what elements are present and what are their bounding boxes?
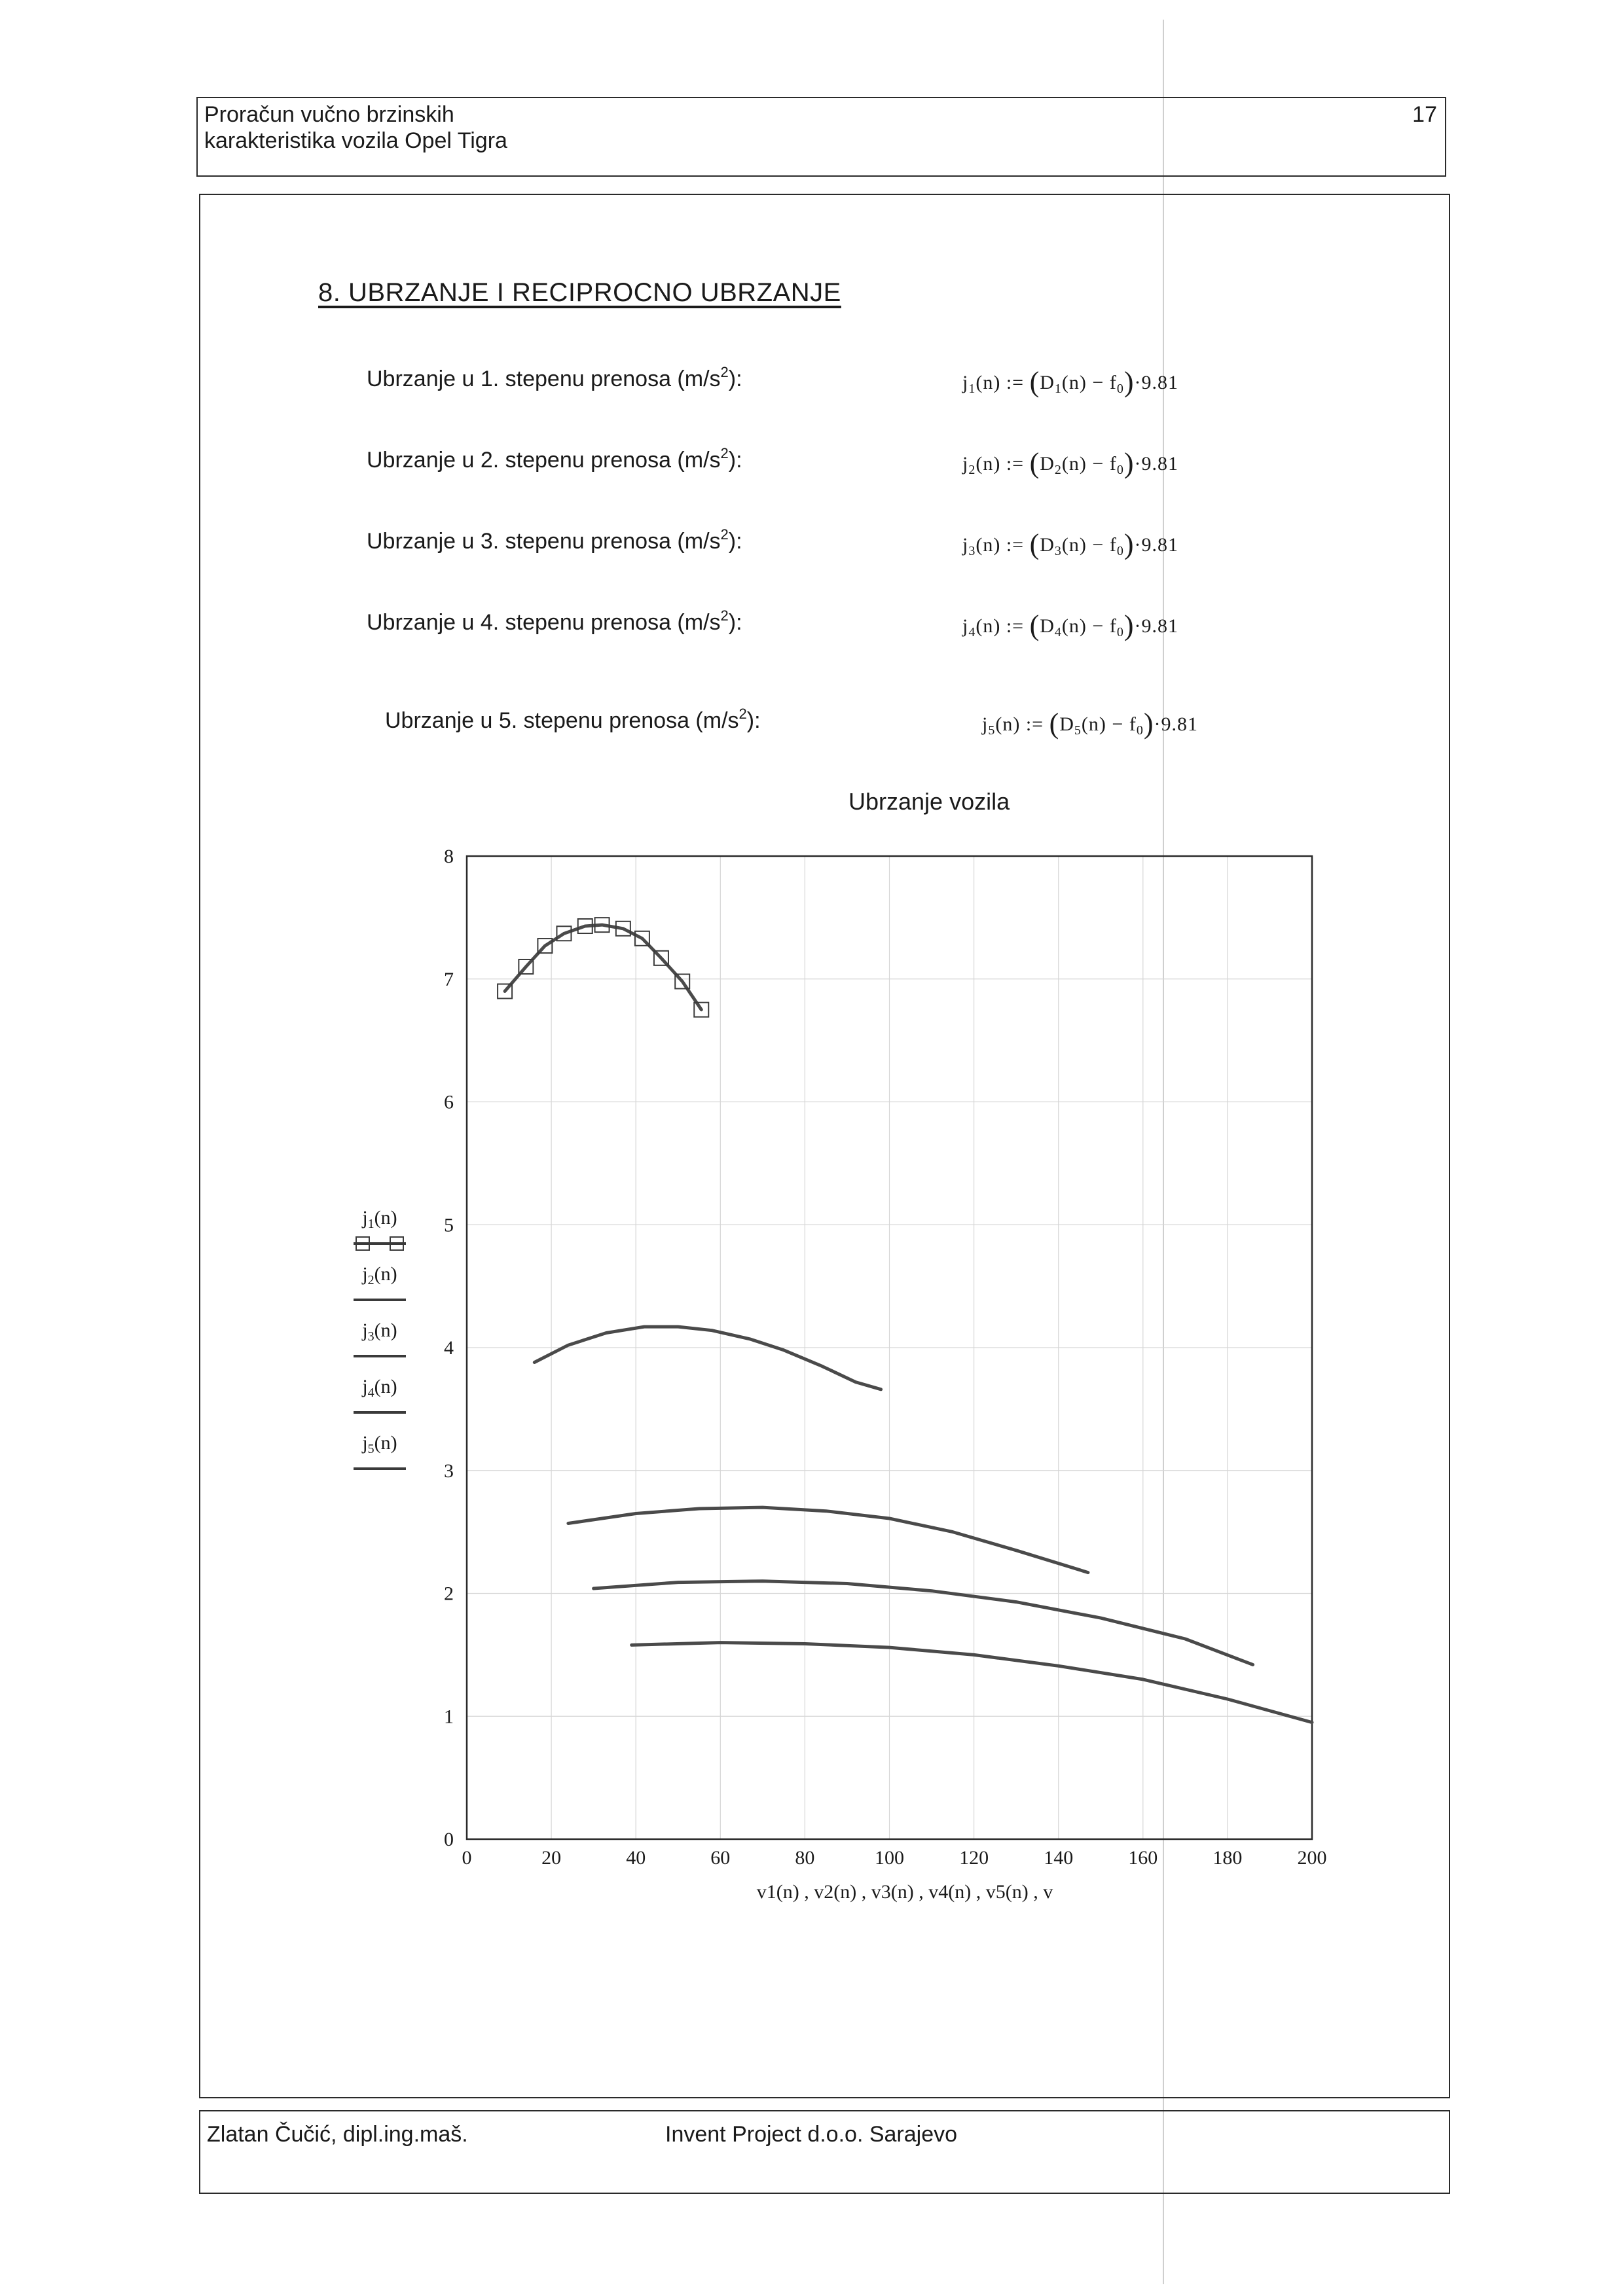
x-tick-label: 20 xyxy=(541,1847,562,1869)
x-axis-label: v1(n) , v2(n) , v3(n) , v4(n) , v5(n) , v xyxy=(756,1881,1053,1903)
header-title-line2: karakteristika vozila Opel Tigra xyxy=(204,128,507,153)
footer-company: Invent Project d.o.o. Sarajevo xyxy=(665,2122,958,2147)
x-tick-label: 180 xyxy=(1213,1847,1243,1869)
gear-row-formula-3: $j_3(n)$ := $(D_3(n) - f_0)\cdot 9.81$ xyxy=(962,528,1178,560)
y-tick-label: 2 xyxy=(444,1583,454,1605)
y-tick-label: 3 xyxy=(444,1460,454,1482)
y-tick-label: 7 xyxy=(444,968,454,990)
series-line-3 xyxy=(568,1507,1088,1573)
legend-label-5: $j_5(n)$ xyxy=(362,1432,397,1456)
header-title-line1: Proračun vučno brzinskih xyxy=(204,102,454,127)
legend-label-1: $j_1(n)$ xyxy=(362,1207,397,1231)
legend-label-3: $j_3(n)$ xyxy=(362,1319,397,1344)
gear-row-formula-4: $j_4(n)$ := $(D_4(n) - f_0)\cdot 9.81$ xyxy=(962,609,1178,641)
y-tick-label: 4 xyxy=(444,1337,454,1359)
y-tick-label: 1 xyxy=(444,1706,454,1728)
gear-row-label-2: Ubrzanje u 2. stepenu prenosa $(m/s^2)$: xyxy=(367,445,742,473)
x-tick-label: 0 xyxy=(462,1847,472,1869)
y-tick-label: 6 xyxy=(444,1091,454,1113)
section-title: 8. UBRZANJE I RECIPROCNO UBRZANJE xyxy=(318,278,841,307)
x-tick-label: 40 xyxy=(626,1847,646,1869)
chart-title: Ubrzanje vozila xyxy=(848,788,1010,815)
series-line-1 xyxy=(505,925,701,1010)
gear-row-label-4: Ubrzanje u 4. stepenu prenosa $(m/s^2)$: xyxy=(367,607,742,635)
series-line-5 xyxy=(632,1643,1312,1723)
x-tick-label: 100 xyxy=(875,1847,904,1869)
footer-author: Zlatan Čučić, dipl.ing.maš. xyxy=(207,2122,468,2147)
y-tick-label: 8 xyxy=(444,846,454,867)
gear-row-formula-2: $j_2(n)$ := $(D_2(n) - f_0)\cdot 9.81$ xyxy=(962,447,1178,479)
footer-box xyxy=(199,2110,1450,2194)
legend-label-4: $j_4(n)$ xyxy=(362,1376,397,1400)
y-tick-label: 5 xyxy=(444,1214,454,1236)
gear-row-label-1: Ubrzanje u 1. stepenu prenosa $(m/s^2)$: xyxy=(367,364,742,391)
gear-row-label-3: Ubrzanje u 3. stepenu prenosa $(m/s^2)$: xyxy=(367,526,742,554)
legend-label-2: $j_2(n)$ xyxy=(362,1263,397,1287)
page-number: 17 xyxy=(1412,102,1437,127)
gear-row-label-5: Ubrzanje u 5. stepenu prenosa $(m/s^2)$: xyxy=(385,706,761,733)
x-tick-label: 80 xyxy=(795,1847,815,1869)
series-line-2 xyxy=(534,1327,881,1390)
x-tick-label: 140 xyxy=(1044,1847,1074,1869)
x-tick-label: 200 xyxy=(1297,1847,1327,1869)
gear-row-formula-1: $j_1(n)$ := $(D_1(n) - f_0)\cdot 9.81$ xyxy=(962,366,1178,398)
y-tick-label: 0 xyxy=(444,1829,454,1850)
x-tick-label: 120 xyxy=(959,1847,989,1869)
x-tick-label: 160 xyxy=(1128,1847,1158,1869)
gear-row-formula-5: $j_5(n)$ := $(D_5(n) - f_0)\cdot 9.81$ xyxy=(982,708,1198,740)
x-tick-label: 60 xyxy=(710,1847,731,1869)
